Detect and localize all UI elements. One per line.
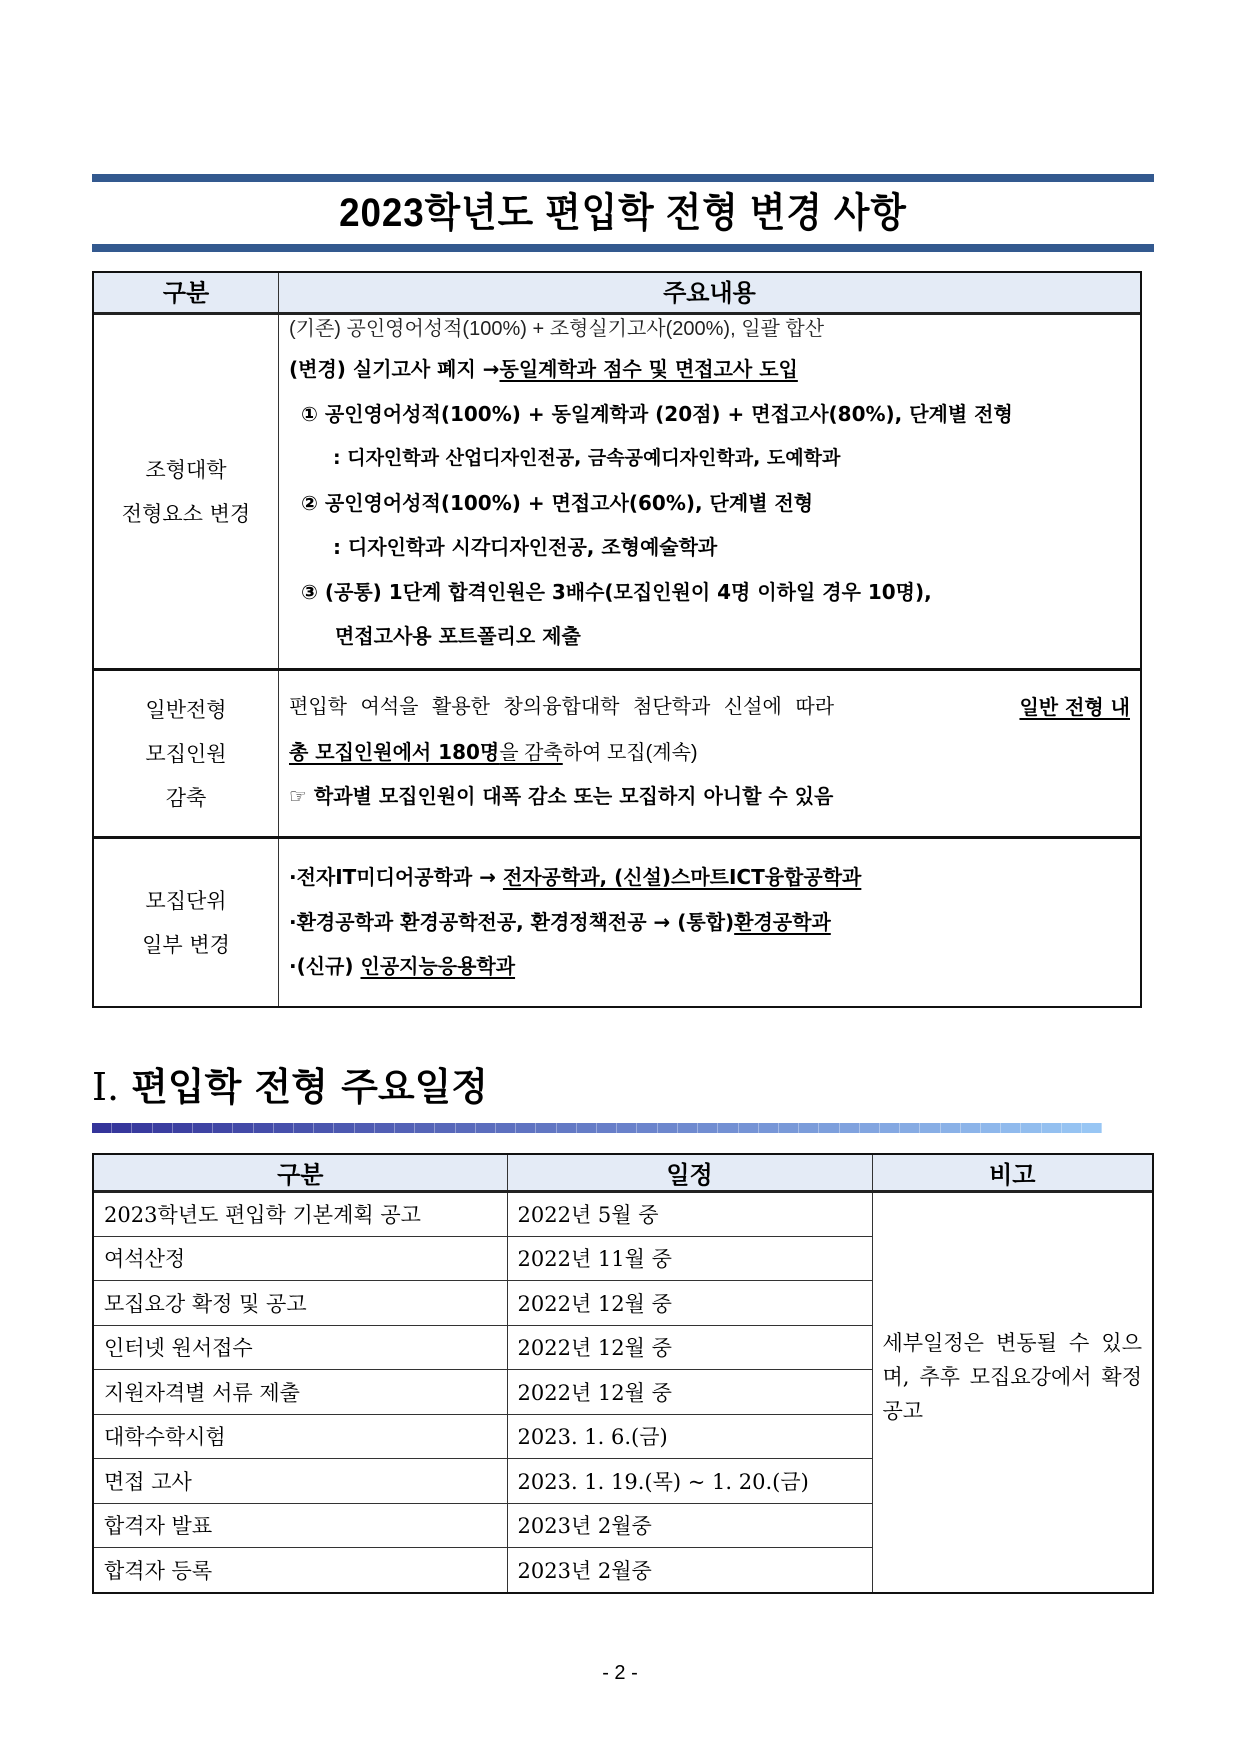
gradient-segment — [759, 1123, 779, 1133]
gradient-segment — [233, 1123, 253, 1133]
schedule-date: 2022년 12월 중 — [507, 1370, 872, 1415]
change-underlined: 동일계학과 점수 및 면접고사 도입 — [499, 357, 798, 381]
title-top-rule — [92, 174, 1154, 182]
gradient-segment — [375, 1123, 395, 1133]
unit-change-1 — [289, 855, 1140, 900]
schedule-item: 여석산정 — [94, 1236, 507, 1281]
gradient-segment — [92, 1123, 112, 1133]
header-schedule: 일정 — [507, 1155, 872, 1192]
gradient-segment — [456, 1123, 476, 1133]
gradient-segment — [678, 1123, 698, 1133]
title-bottom-rule — [92, 244, 1154, 252]
category-line: 모집인원 — [145, 741, 227, 766]
header-category: 구분 — [94, 273, 279, 312]
gradient-segment — [577, 1123, 597, 1133]
schedule-date: 2023. 1. 19.(목) ~ 1. 20.(금) — [507, 1459, 872, 1504]
category-line: 일반전형 — [145, 697, 227, 722]
category-line: 조형대학 — [145, 457, 227, 482]
item-1: ① 공인영어성적(100%) + 동일계학과 (20점) + 면접고사(80%), 단계별 전형 — [301, 401, 1013, 426]
schedule-item: 합격자 등록 — [94, 1548, 507, 1593]
gradient-segment — [334, 1123, 354, 1133]
gradient-segment — [132, 1123, 152, 1133]
schedule-date: 2022년 11월 중 — [507, 1236, 872, 1281]
reduction-note — [289, 774, 1140, 819]
gradient-segment — [658, 1123, 678, 1133]
row-category — [94, 315, 279, 668]
gradient-segment — [637, 1123, 657, 1133]
unit-change-prefix: ·(신규) — [289, 954, 354, 978]
unit-change-new: 전자공학과, (신설)스마트ICT융합공학과 — [502, 865, 862, 889]
gradient-segment — [496, 1123, 516, 1133]
schedule-remark: 세부일정은 변동될 수 있으며, 추후 모집요강에서 확정공고 — [882, 1331, 1142, 1423]
gradient-segment — [880, 1123, 900, 1133]
gradient-segment — [112, 1123, 132, 1133]
row-category — [94, 839, 279, 1006]
change-line — [289, 347, 1140, 392]
gradient-segment — [1001, 1123, 1021, 1133]
reduction-emphasis: 일반 전형 내 — [1019, 695, 1130, 719]
category-line: 전형요소 변경 — [121, 501, 251, 526]
schedule-table-header — [94, 1155, 1152, 1192]
schedule-date: 2022년 5월 중 — [507, 1192, 872, 1237]
change-prefix: (변경) 실기고사 폐지 → — [289, 357, 500, 381]
reduction-line-1 — [289, 685, 1140, 730]
header-remarks: 비고 — [872, 1155, 1152, 1192]
gradient-segment — [739, 1123, 759, 1133]
gradient-segment — [153, 1123, 173, 1133]
item-1-departments: : 디자인학과 산업디자인전공, 금속공예디자인학과, 도예학과 — [333, 447, 841, 469]
gradient-segment — [840, 1123, 860, 1133]
reduction-rest: 하여 모집(계속) — [562, 741, 698, 764]
schedule-date: 2023. 1. 6.(금) — [507, 1414, 872, 1459]
section-title: 편입학 전형 주요일정 — [131, 1065, 489, 1109]
item-3: ③ (공통) 1단계 합격인원은 3배수(모집인원이 4명 이하일 경우 10명), — [301, 579, 932, 604]
header-content: 주요내용 — [663, 279, 756, 307]
gradient-segment — [213, 1123, 233, 1133]
schedule-item: 모집요강 확정 및 공고 — [94, 1281, 507, 1326]
gradient-segment — [294, 1123, 314, 1133]
unit-change-prefix: ·전자IT미디어공학과 → — [289, 865, 496, 889]
schedule-item: 합격자 발표 — [94, 1503, 507, 1548]
gradient-segment — [981, 1123, 1001, 1133]
table-row — [94, 839, 1140, 1006]
reduction-note-text: 학과별 모집인원이 대폭 감소 또는 모집하지 아니할 수 있음 — [313, 784, 834, 808]
unit-change-new: 환경공학과 — [734, 909, 831, 934]
section-gradient-rule — [92, 1123, 1102, 1133]
gradient-segment — [597, 1123, 617, 1133]
pointing-hand-icon: ☞ — [289, 784, 307, 808]
gradient-segment — [1082, 1123, 1102, 1133]
gradient-segment — [173, 1123, 193, 1133]
table-row — [94, 671, 1140, 839]
gradient-segment — [698, 1123, 718, 1133]
schedule-item: 인터넷 원서접수 — [94, 1325, 507, 1370]
gradient-segment — [415, 1123, 435, 1133]
gradient-segment — [799, 1123, 819, 1133]
schedule-item: 면접 고사 — [94, 1459, 507, 1504]
changes-table-header — [94, 273, 1140, 315]
changes-table — [92, 271, 1142, 1008]
gradient-segment — [536, 1123, 556, 1133]
header-category: 구분 — [94, 1155, 507, 1192]
gradient-segment — [920, 1123, 940, 1133]
unit-change-3 — [289, 944, 1140, 989]
item-3-continued: 면접고사용 포트폴리오 제출 — [335, 624, 581, 648]
gradient-segment — [314, 1123, 334, 1133]
reduction-text: 편입학 여석을 활용한 창의융합대학 첨단학과 신설에 따라 — [289, 696, 835, 718]
gradient-segment — [819, 1123, 839, 1133]
row-category — [94, 671, 279, 836]
schedule-date: 2022년 12월 중 — [507, 1325, 872, 1370]
gradient-segment — [557, 1123, 577, 1133]
gradient-segment — [355, 1123, 375, 1133]
schedule-item: 대학수학시험 — [94, 1414, 507, 1459]
existing-line: (기존) 공인영어성적(100%) + 조형실기고사(200%), 일괄 합산 — [289, 318, 825, 340]
item-2-departments: : 디자인학과 시각디자인전공, 조형예술학과 — [333, 535, 718, 559]
reduction-verb: 을 감축 — [499, 741, 563, 764]
page-number: - 2 - — [602, 1662, 638, 1684]
table-row — [94, 315, 1140, 671]
reduction-count: 총 모집인원에서 180명 — [289, 739, 500, 764]
gradient-segment — [395, 1123, 415, 1133]
table-row — [94, 1192, 1152, 1237]
gradient-segment — [193, 1123, 213, 1133]
row-content — [279, 315, 1140, 668]
unit-change-prefix: ·환경공학과 환경공학전공, 환경정책전공 → (통합) — [289, 909, 735, 934]
category-line: 일부 변경 — [142, 932, 230, 957]
schedule-date: 2023년 2월중 — [507, 1503, 872, 1548]
gradient-segment — [718, 1123, 738, 1133]
row-content — [279, 671, 1140, 836]
item-2: ② 공인영어성적(100%) + 면접고사(60%), 단계별 전형 — [301, 490, 814, 515]
reduction-line-2 — [289, 730, 1140, 775]
gradient-segment — [1021, 1123, 1041, 1133]
section-heading — [92, 1062, 488, 1112]
page-title: 2023학년도 편입학 전형 변경 사항 — [339, 191, 907, 235]
gradient-segment — [1062, 1123, 1082, 1133]
gradient-segment — [516, 1123, 536, 1133]
category-line: 감축 — [165, 785, 207, 810]
schedule-item: 지원자격별 서류 제출 — [94, 1370, 507, 1415]
schedule-date: 2023년 2월중 — [507, 1548, 872, 1593]
schedule-item: 2023학년도 편입학 기본계획 공고 — [94, 1192, 507, 1237]
schedule-table — [92, 1153, 1154, 1594]
gradient-segment — [779, 1123, 799, 1133]
gradient-segment — [617, 1123, 637, 1133]
gradient-segment — [435, 1123, 455, 1133]
schedule-date: 2022년 12월 중 — [507, 1281, 872, 1326]
gradient-segment — [860, 1123, 880, 1133]
unit-change-new: 인공지능응용학과 — [360, 954, 516, 978]
gradient-segment — [274, 1123, 294, 1133]
row-content — [279, 839, 1140, 1006]
section-number: Ⅰ. — [92, 1065, 120, 1109]
gradient-segment — [961, 1123, 981, 1133]
gradient-segment — [941, 1123, 961, 1133]
unit-change-2 — [289, 900, 1140, 945]
gradient-segment — [476, 1123, 496, 1133]
gradient-segment — [900, 1123, 920, 1133]
gradient-segment — [1042, 1123, 1062, 1133]
category-line: 모집단위 — [145, 888, 227, 913]
gradient-segment — [254, 1123, 274, 1133]
